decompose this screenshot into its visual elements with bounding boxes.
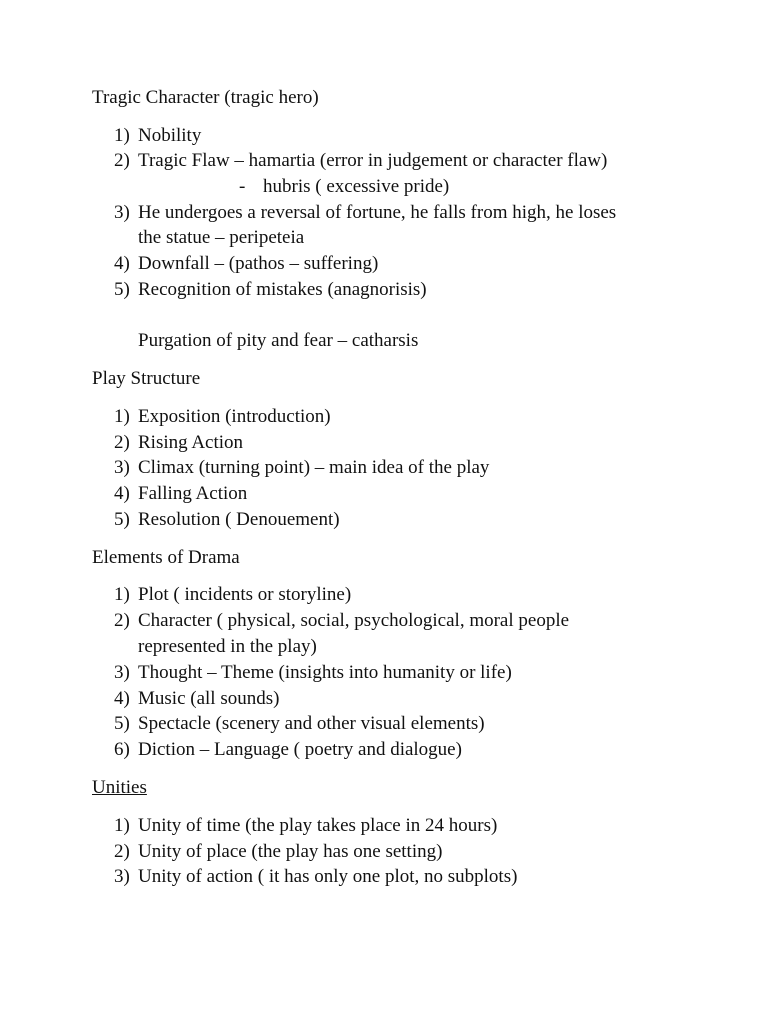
item-number: 6) [114,739,130,760]
list-item [114,662,512,684]
list-item [114,202,616,224]
list-item [114,125,201,147]
item-text: Tragic Flaw – hamartia (error in judgement or character flaw) [138,150,608,171]
item-text: Rising Action [138,432,244,453]
item-text: Climax (turning point) – main idea of the play [138,457,490,478]
item-text: Downfall – (pathos – suffering) [138,253,379,274]
list-item [114,610,569,632]
list-item [114,457,489,479]
item-number: 1) [114,584,130,605]
heading-unities: Unities [92,777,147,798]
list-item [114,483,247,505]
item-number: 5) [114,509,130,530]
item-number: 2) [114,841,130,862]
item-text: Diction – Language ( poetry and dialogue) [138,739,462,760]
list-item [114,866,517,888]
item-text: Unity of time (the play takes place in 24 hours) [138,815,498,836]
item-number: 3) [114,202,130,223]
list-item [114,739,462,761]
item-number: 2) [114,610,130,631]
item-number: 4) [114,688,130,709]
dash-bullet: - [239,176,246,197]
list-item [114,150,607,172]
item-number: 5) [114,279,130,300]
list-item [114,815,497,837]
item-number: 2) [114,150,130,171]
item-text: Plot ( incidents or storyline) [138,584,352,605]
item-text: Recognition of mistakes (anagnorisis) [138,279,427,300]
list-item [114,713,485,735]
sub-item-text: hubris ( excessive pride) [263,176,450,197]
item-number: 2) [114,432,130,453]
item-text: Exposition (introduction) [138,406,331,427]
heading-elements-of-drama: Elements of Drama [92,547,240,568]
list-item [114,253,378,275]
item-number: 1) [114,815,130,836]
item-text: Spectacle (scenery and other visual elements) [138,713,485,734]
item-text: He undergoes a reversal of fortune, he falls from high, he loses [138,202,617,223]
item-number: 1) [114,125,130,146]
item-number: 4) [114,483,130,504]
item-number: 4) [114,253,130,274]
list-item [114,279,427,301]
item-number: 5) [114,713,130,734]
heading-play-structure: Play Structure [92,368,201,389]
item-number: 3) [114,662,130,683]
list-item [114,509,340,531]
item-continuation: represented in the play) [138,636,317,657]
catharsis-note: Purgation of pity and fear – catharsis [138,330,419,351]
item-text: Music (all sounds) [138,688,280,709]
list-item [114,584,351,606]
item-number: 3) [114,866,130,887]
item-number: 1) [114,406,130,427]
item-text: Unity of place (the play has one setting) [138,841,443,862]
heading-tragic-character: Tragic Character (tragic hero) [92,87,319,108]
item-text: Nobility [138,125,202,146]
list-item [114,688,279,710]
item-text: Unity of action ( it has only one plot, no subplots) [138,866,518,887]
item-number: 3) [114,457,130,478]
list-item [114,406,331,428]
item-text: Character ( physical, social, psychological, moral people [138,610,570,631]
list-item [114,841,442,863]
sub-list-item [239,176,449,198]
item-continuation: the statue – peripeteia [138,227,305,248]
item-text: Thought – Theme (insights into humanity or life) [138,662,512,683]
list-item [114,432,243,454]
item-text: Falling Action [138,483,248,504]
item-text: Resolution ( Denouement) [138,509,340,530]
